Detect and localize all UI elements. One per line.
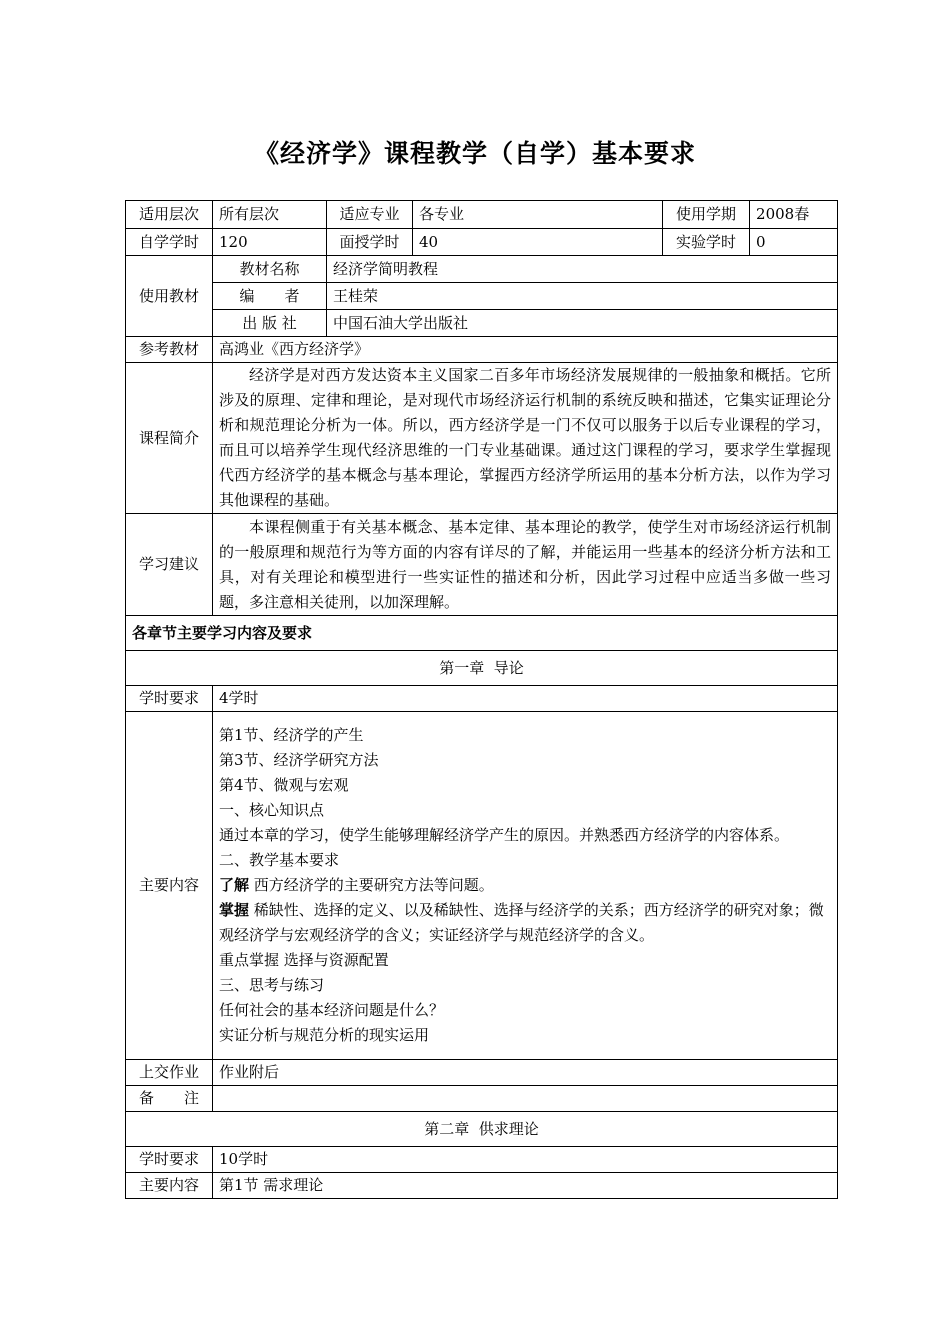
textbook-publisher-label: 出 版 社 xyxy=(213,310,327,337)
chapter1-homework-value: 作业附后 xyxy=(213,1060,838,1086)
intro-row xyxy=(126,363,838,514)
chapter2-content-label: 主要内容 xyxy=(126,1173,213,1199)
chapter1-content xyxy=(213,712,838,1060)
chapter2-title-row xyxy=(126,1112,838,1147)
chapter1-remark-value xyxy=(213,1086,838,1112)
keyword-understand: 了解 xyxy=(219,876,250,894)
content-line: 第3节、经济学研究方法 xyxy=(219,751,379,769)
chapter1-content-row xyxy=(126,712,838,1060)
content-line: 任何社会的基本经济问题是什么？ xyxy=(219,1001,445,1019)
advice-cell xyxy=(213,514,838,616)
content-line: 一、核心知识点 xyxy=(219,801,325,819)
content-line-text: 稀缺性、选择的定义、以及稀缺性、选择与经济学的关系；西方经济学的研究对象；微观经济学与宏观经济学的含义；实证经济学与规范经济学的含义。 xyxy=(219,901,824,944)
chapter2-hours-value: 10学时 xyxy=(213,1147,838,1173)
chapter1-remark-label: 备 注 xyxy=(126,1086,213,1112)
section-heading-row xyxy=(126,616,838,651)
chapter1-content-label: 主要内容 xyxy=(126,712,213,1060)
advice-label: 学习建议 xyxy=(126,514,213,616)
info-row-1 xyxy=(126,201,838,229)
textbook-editor-value: 王桂荣 xyxy=(327,283,838,310)
term-label: 使用学期 xyxy=(663,201,750,229)
chapter1-hours-label: 学时要求 xyxy=(126,686,213,712)
term-value: 2008春 xyxy=(750,201,838,229)
textbook-name-value: 经济学简明教程 xyxy=(327,256,838,283)
level-label: 适用层次 xyxy=(126,201,213,229)
reference-row xyxy=(126,337,838,363)
advice-text: 本课程侧重于有关基本概念、基本定律、基本理论的教学，使学生对市场经济运行机制的一般原理和规范行为等方面的内容有详尽的了解，并能运用一些基本的经济分析方法和工具，对有关理论和模型进行一些实证性的描述和分析，因此学习过程中应适当多做一些习题，多注意相关徒刑，以加深理解。 xyxy=(219,517,832,611)
chapter2-hours-row xyxy=(126,1147,838,1173)
chapter1-homework-label: 上交作业 xyxy=(126,1060,213,1086)
major-label: 适应专业 xyxy=(327,201,413,229)
intro-cell xyxy=(213,363,838,514)
content-line: 二、教学基本要求 xyxy=(219,851,340,869)
reference-label: 参考教材 xyxy=(126,337,213,363)
lab-hours-value: 0 xyxy=(750,229,838,256)
content-line xyxy=(219,898,831,948)
textbook-row-name xyxy=(126,256,838,283)
content-line-text: 西方经济学的主要研究方法等问题。 xyxy=(249,876,494,894)
major-value: 各专业 xyxy=(413,201,663,229)
textbook-label: 使用教材 xyxy=(126,256,213,337)
intro-text: 经济学是对西方发达资本主义国家二百多年市场经济发展规律的一般抽象和概括。它所涉及的原理、定律和理论，是对现代市场经济运行机制的系统反映和描述，它集实证理论分析和规范理论分析为一体。所以，西方经济学是一门不仅可以服务于以后专业课程的学习，而且可以培养学生现代经济思维的一门专业基础课。通过这门课程的学习，要求学生掌握现代西方经济学的基本概念与基本理论，掌握西方经济学所运用的基本分析方法，以作为学习其他课程的基础。 xyxy=(219,366,832,509)
chapter1-homework-row xyxy=(126,1060,838,1086)
textbook-publisher-value: 中国石油大学出版社 xyxy=(327,310,838,337)
lab-hours-label: 实验学时 xyxy=(663,229,750,256)
self-hours-value: 120 xyxy=(213,229,327,256)
chapter1-title-row xyxy=(126,651,838,686)
info-row-2 xyxy=(126,229,838,256)
chapter1-hours-row xyxy=(126,686,838,712)
chapter2-content-row xyxy=(126,1173,838,1199)
chapter2-title: 第二章 供求理论 xyxy=(126,1112,838,1147)
section-heading: 各章节主要学习内容及要求 xyxy=(126,616,838,651)
textbook-name-label: 教材名称 xyxy=(213,256,327,283)
textbook-row-publisher xyxy=(126,310,838,337)
chapter2-content-value: 第1节 需求理论 xyxy=(213,1173,838,1199)
textbook-row-editor xyxy=(126,283,838,310)
page-title: 《经济学》课程教学（自学）基本要求 xyxy=(253,139,696,168)
content-line: 通过本章的学习，使学生能够理解经济学产生的原因。并熟悉西方经济学的内容体系。 xyxy=(219,826,790,844)
lecture-hours-value: 40 xyxy=(413,229,663,256)
content-line: 重点掌握 选择与资源配置 xyxy=(219,951,389,969)
textbook-editor-label: 编 者 xyxy=(213,283,327,310)
chapter1-title: 第一章 导论 xyxy=(126,651,838,686)
level-value: 所有层次 xyxy=(213,201,327,229)
content-line xyxy=(219,873,831,898)
content-line: 第1节、经济学的产生 xyxy=(219,726,364,744)
chapter1-hours-value: 4学时 xyxy=(213,686,838,712)
reference-value: 高鸿业《西方经济学》 xyxy=(213,337,838,363)
advice-row xyxy=(126,514,838,616)
chapter2-hours-label: 学时要求 xyxy=(126,1147,213,1173)
keyword-master: 掌握 xyxy=(219,901,250,919)
content-line: 三、思考与练习 xyxy=(219,976,325,994)
course-requirements-table xyxy=(125,200,838,1199)
chapter1-remark-row xyxy=(126,1086,838,1112)
content-line: 第4节、微观与宏观 xyxy=(219,776,349,794)
self-hours-label: 自学学时 xyxy=(126,229,213,256)
intro-label: 课程简介 xyxy=(126,363,213,514)
lecture-hours-label: 面授学时 xyxy=(327,229,413,256)
content-line: 实证分析与规范分析的现实运用 xyxy=(219,1026,430,1044)
